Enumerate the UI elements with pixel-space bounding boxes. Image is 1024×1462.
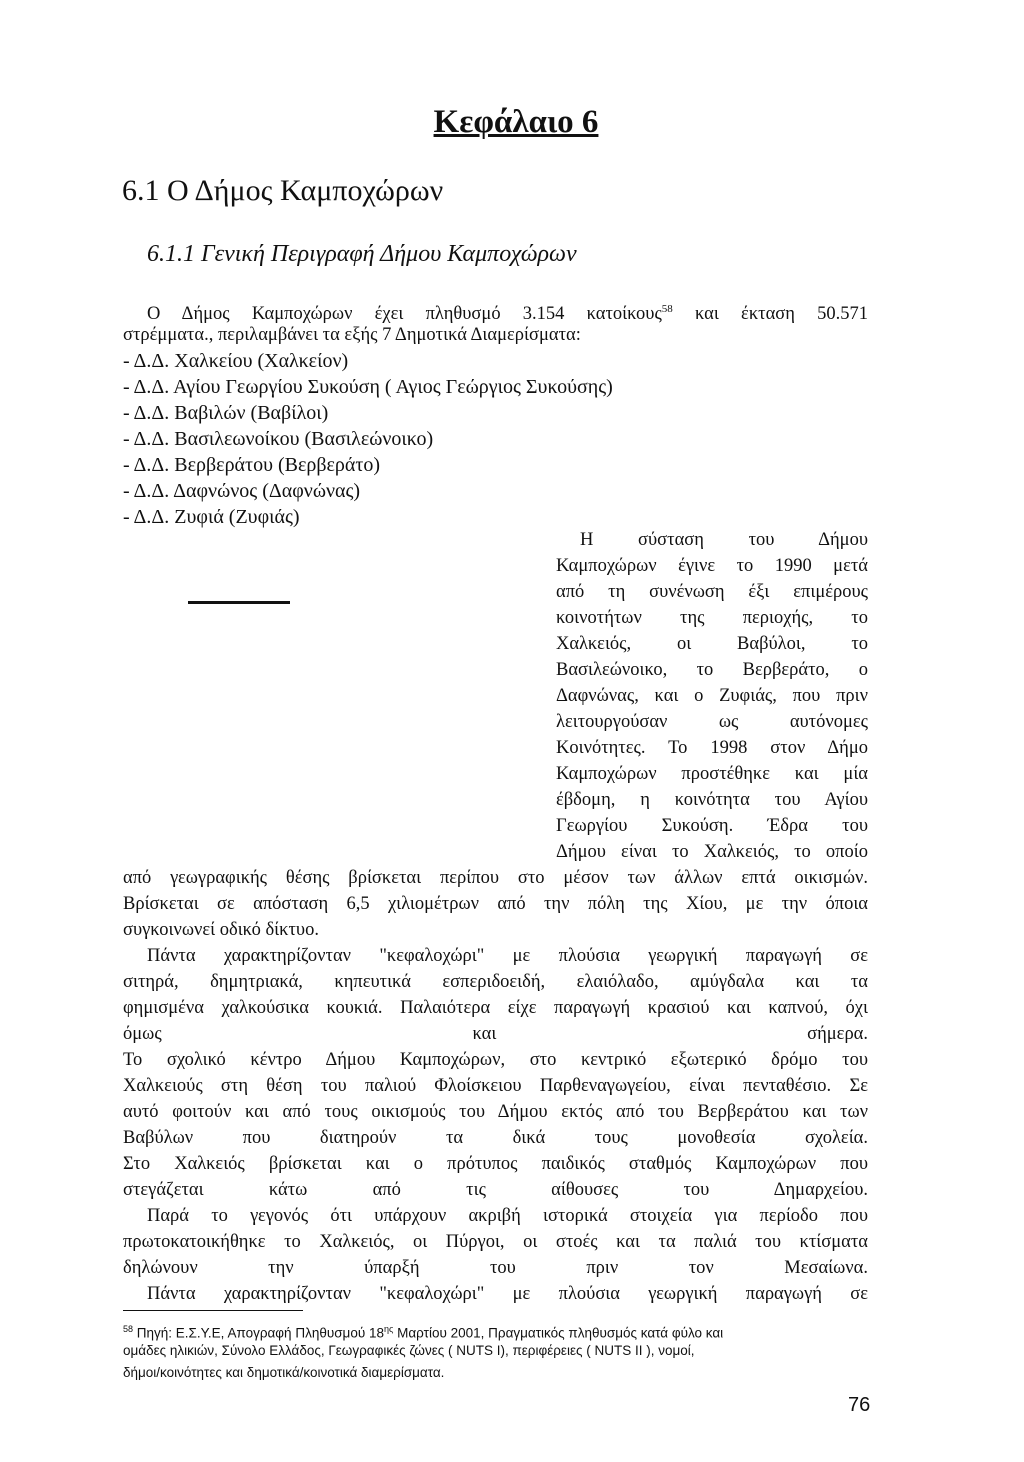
footnote-rule (123, 1310, 303, 1311)
body-line: συγκοινωνεί οδικό δίκτυο. (123, 920, 319, 940)
intro-line-1: Ο Δήμος Καμποχώρων έχει πληθυσμό 3.154 κατοίκους$^{58}$ και έκταση 50.571 (147, 303, 869, 325)
body-line: όμως και σήμερα. (123, 1024, 868, 1044)
side-line: Καμποχώρων προστέθηκε και μία (556, 764, 868, 784)
body-line: από γεωγραφικής θέσης βρίσκεται περίπου στο μέσον των άλλων επτά οικισμών. (123, 868, 868, 888)
side-line: Βασιλεώνοικο, το Βερβεράτο, ο (556, 660, 868, 680)
district-item: - Δ.Δ. Ζυφιά (Ζυφιάς) (123, 506, 300, 528)
side-line: Κοινότητες. Το 1998 στον Δήμο (556, 738, 868, 758)
district-item: - Δ.Δ. Δαφνώνος (Δαφνώνας) (123, 480, 361, 502)
side-line: λειτουργούσαν ως αυτόνομες (556, 712, 868, 732)
body-line: αυτό φοιτούν και από τους οικισμούς του Δήμου εκτός από του Βερβεράτου και των (123, 1102, 868, 1122)
district-item: - Δ.Δ. Βερβεράτου (Βερβεράτο) (123, 454, 381, 476)
section-title: 6.1 Ο Δήμος Καμποχώρων (122, 174, 444, 207)
footnote-number: 58 (123, 1324, 134, 1334)
side-line: Χαλκειός, οι Βαβύλοι, το (556, 634, 868, 654)
chapter-title: Κεφάλαιο 6 (433, 104, 599, 140)
side-line: Η σύσταση του Δήμου (580, 530, 868, 550)
district-item: - Δ.Δ. Βαβιλών (Βαβίλοι) (123, 402, 329, 424)
page-number: 76 (848, 1394, 871, 1416)
district-item: - Δ.Δ. Βασιλεωνοίκου (Βασιλεώνοικο) (123, 428, 434, 450)
side-line: κοινοτήτων της περιοχής, το (556, 608, 868, 628)
footnote-ref: 58 (661, 303, 673, 315)
side-line: Δαφνώνας, και ο Ζυφιάς, που πριν (556, 686, 868, 706)
side-line: από τη συνένωση έξι επιμέρους (556, 582, 868, 602)
body-line: Πάντα χαρακτηρίζονταν "κεφαλοχώρι" με πλούσια γεωργική παραγωγή σε (147, 946, 868, 966)
body-line: σιτηρά, δημητριακά, κηπευτικά εσπεριδοειδή, ελαιόλαδο, αμύγδαλα και τα (123, 972, 868, 992)
body-line: Χαλκειούς στη θέση του παλιού Φλοίσκειου Παρθεναγωγείου, είναι πενταθέσιο. Σε (123, 1076, 868, 1096)
body-line: Βαβύλων που διατηρούν τα δικά τους μονοθεσία σχολεία. (123, 1128, 868, 1148)
district-item: - Δ.Δ. Αγίου Γεωργίου Συκούση ( Αγιος Γεώργιος Συκούσης) (123, 376, 613, 398)
body-line: Το σχολικό κέντρο Δήμου Καμποχώρων, στο κεντρικό εξωτερικό δρόμο του (123, 1050, 868, 1070)
intro-line-2: στρέμματα., περιλαμβάνει τα εξής 7 Δημοτικά Διαμερίσματα: (123, 325, 581, 345)
footnote-line: ομάδες ηλικιών, Σύνολο Ελλάδος, Γεωγραφικές ζώνες ( NUTS I), περιφέρειες ( NUTS II ), νομοί, (123, 1343, 695, 1358)
body-line: δηλώνουν την ύπαρξή του πριν τον Μεσαίωνα. (123, 1258, 868, 1278)
body-line: Στο Χαλκειός βρίσκεται και ο πρότυπος παιδικός σταθμός Καμποχώρων που (123, 1154, 868, 1174)
body-line: Πάντα χαρακτηρίζονταν "κεφαλοχώρι" με πλούσια γεωργική παραγωγή σε (147, 1284, 868, 1304)
body-line: φημισμένα χαλκούσικα κουκιά. Παλαιότερα είχε παραγωγή κρασιού και καπνού, όχι (123, 998, 868, 1018)
body-line: Παρά το γεγονός ότι υπάρχουν ακριβή ιστορικά στοιχεία για περίοδο που (147, 1206, 868, 1226)
body-line: στεγάζεται κάτω από τις αίθουσες του Δημαρχείου. (123, 1180, 868, 1200)
decorative-dash (188, 601, 290, 604)
footnote-line: $^{58}$ Πηγή: Ε.Σ.Υ.Ε, Απογραφή Πληθυσμού $18^{\eta\varsigma}$ Μαρτίου 2001, Πραγματικός πληθυσμός κατά φύλο και (123, 1324, 724, 1341)
side-line: Δήμου είναι το Χαλκειός, το οποίο (556, 842, 868, 862)
side-line: έβδομη, η κοινότητα του Αγίου (556, 790, 868, 810)
body-line: πρωτοκατοικήθηκε το Χαλκειός, οι Πύργοι, οι στοές και τα παλιά του κτίσματα (123, 1232, 868, 1252)
body-line: Βρίσκεται σε απόσταση 6,5 χιλιομέτρων από την πόλη της Χίου, με την όποια (123, 894, 868, 914)
side-line: Γεωργίου Συκούση. Έδρα του (556, 816, 868, 836)
side-line: Καμποχώρων έγινε το 1990 μετά (556, 556, 868, 576)
district-item: - Δ.Δ. Χαλκείου (Χαλκείον) (123, 350, 349, 372)
subsection-title: 6.1.1 Γενική Περιγραφή Δήμου Καμποχώρων (147, 241, 577, 267)
footnote-line: δήμοι/κοινότητες και δημοτικά/κοινοτικά διαμερίσματα. (123, 1365, 445, 1380)
